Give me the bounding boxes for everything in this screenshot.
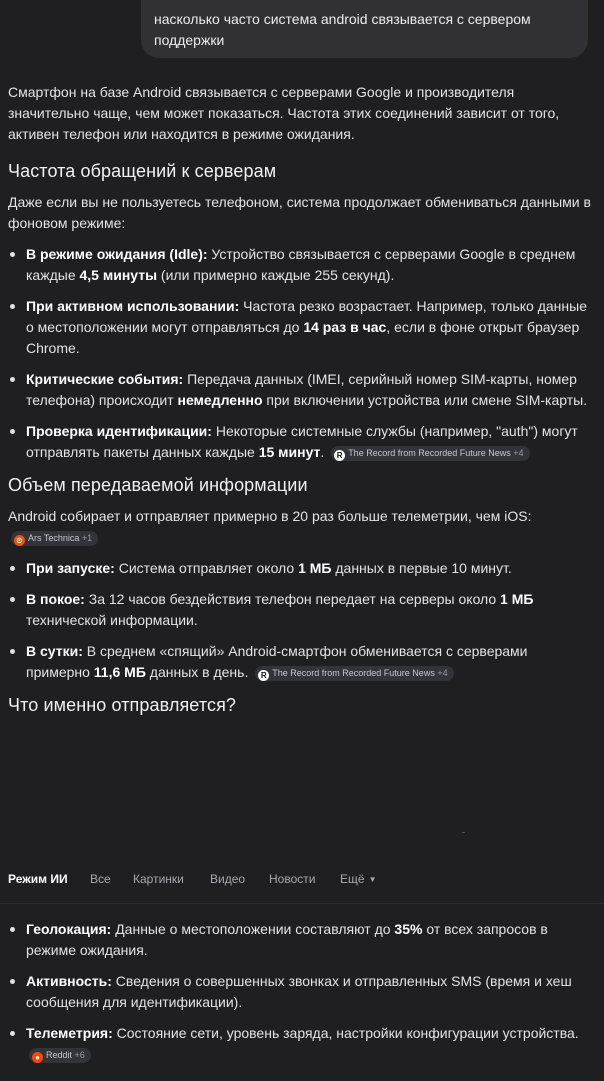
record-logo-icon: R	[334, 450, 345, 461]
list-item: В сутки: В среднем «спящий» Android-смартфон обменивается с серверами примерно 11,6 МБ данных в день. R The Record from Recorded Future News +4	[8, 641, 593, 683]
tab-images[interactable]: Картинки	[133, 872, 184, 886]
what-sent-list	[8, 919, 593, 1065]
list-item: В покое: За 12 часов бездействия телефон передает на серверы около 1 МБ технической информации.	[8, 589, 593, 631]
list-item: При активном использовании: Частота резко возрастает. Например, только данные о местоположении могут отправляться до 14 раз в час, если в фоне открыт браузер Chrome.	[8, 296, 593, 359]
tab-ai-mode[interactable]: Режим ИИ	[8, 872, 68, 886]
tab-news[interactable]: Новости	[269, 872, 316, 886]
list-item: Активность: Сведения о совершенных звонках и отправленных SMS (время и хеш сообщения для идентификации).	[8, 971, 593, 1013]
list-item: Критические события: Передача данных (IMEI, серийный номер SIM-карты, номер телефона) происходит немедленно при включении устройства или смене SIM-карты.	[8, 369, 593, 411]
tab-video[interactable]: Видео	[210, 872, 246, 886]
frequency-list	[8, 244, 593, 463]
section-lead-frequency: Даже если вы не пользуетесь телефоном, система продолжает обмениваться данными в фоновом режиме:	[8, 194, 591, 231]
user-query-text: насколько часто система android связывается с сервером поддержки	[154, 11, 531, 48]
section-heading-volume: Объем передаваемой информации	[8, 475, 308, 495]
tab-more[interactable]: Ещё ▼	[340, 872, 377, 886]
list-item: Проверка идентификации: Некоторые системные службы (например, "auth") могут отправлять пакеты данных каждые 15 минут. R The Record from Recorded Future News +4	[8, 421, 593, 463]
section-heading-frequency: Частота обращений к серверам	[8, 161, 277, 181]
ars-technica-logo-icon: ⊙	[14, 535, 25, 546]
source-chip-ars[interactable]: ⊙ Ars Technica +1	[11, 531, 98, 546]
section-lead-volume: Android собирает и отправляет примерно в 20 раз больше телеметрии, чем iOS: ⊙ Ars Technica +1	[8, 508, 532, 545]
user-query-bubble	[141, 0, 588, 58]
record-logo-icon: R	[258, 670, 269, 681]
section-heading-what-sent: Что именно отправляется?	[8, 695, 237, 715]
search-mode-tabs	[0, 857, 604, 904]
list-item: Телеметрия: Состояние сети, уровень заряда, настройки конфигурации устройства. ● Reddit +6	[8, 1023, 593, 1065]
reddit-logo-icon: ●	[32, 1052, 43, 1063]
answer-intro: Смартфон на базе Android связывается с серверами Google и производителя значительно чаще, чем может показаться. Частота этих соединений зависит от того, активен телефон или находится в режиме ожидания.	[8, 84, 560, 142]
divider-dot	[462, 832, 465, 833]
what-sent-section	[8, 919, 593, 1075]
tab-all[interactable]: Все	[90, 872, 111, 886]
volume-list	[8, 558, 593, 683]
answer-content	[8, 82, 593, 717]
caret-down-icon: ▼	[368, 875, 377, 884]
source-chip-record[interactable]: R The Record from Recorded Future News +4	[331, 446, 529, 461]
source-chip-record[interactable]: R The Record from Recorded Future News +4	[255, 666, 453, 681]
list-item: При запуске: Система отправляет около 1 МБ данных в первые 10 минут.	[8, 558, 593, 579]
list-item: В режиме ожидания (Idle): Устройство связывается с серверами Google в среднем каждые 4,5 минуты (или примерно каждые 255 секунд).	[8, 244, 593, 286]
list-item: Геолокация: Данные о местоположении составляют до 35% от всех запросов в режиме ожидания.	[8, 919, 593, 961]
source-chip-reddit[interactable]: ● Reddit +6	[29, 1048, 91, 1063]
